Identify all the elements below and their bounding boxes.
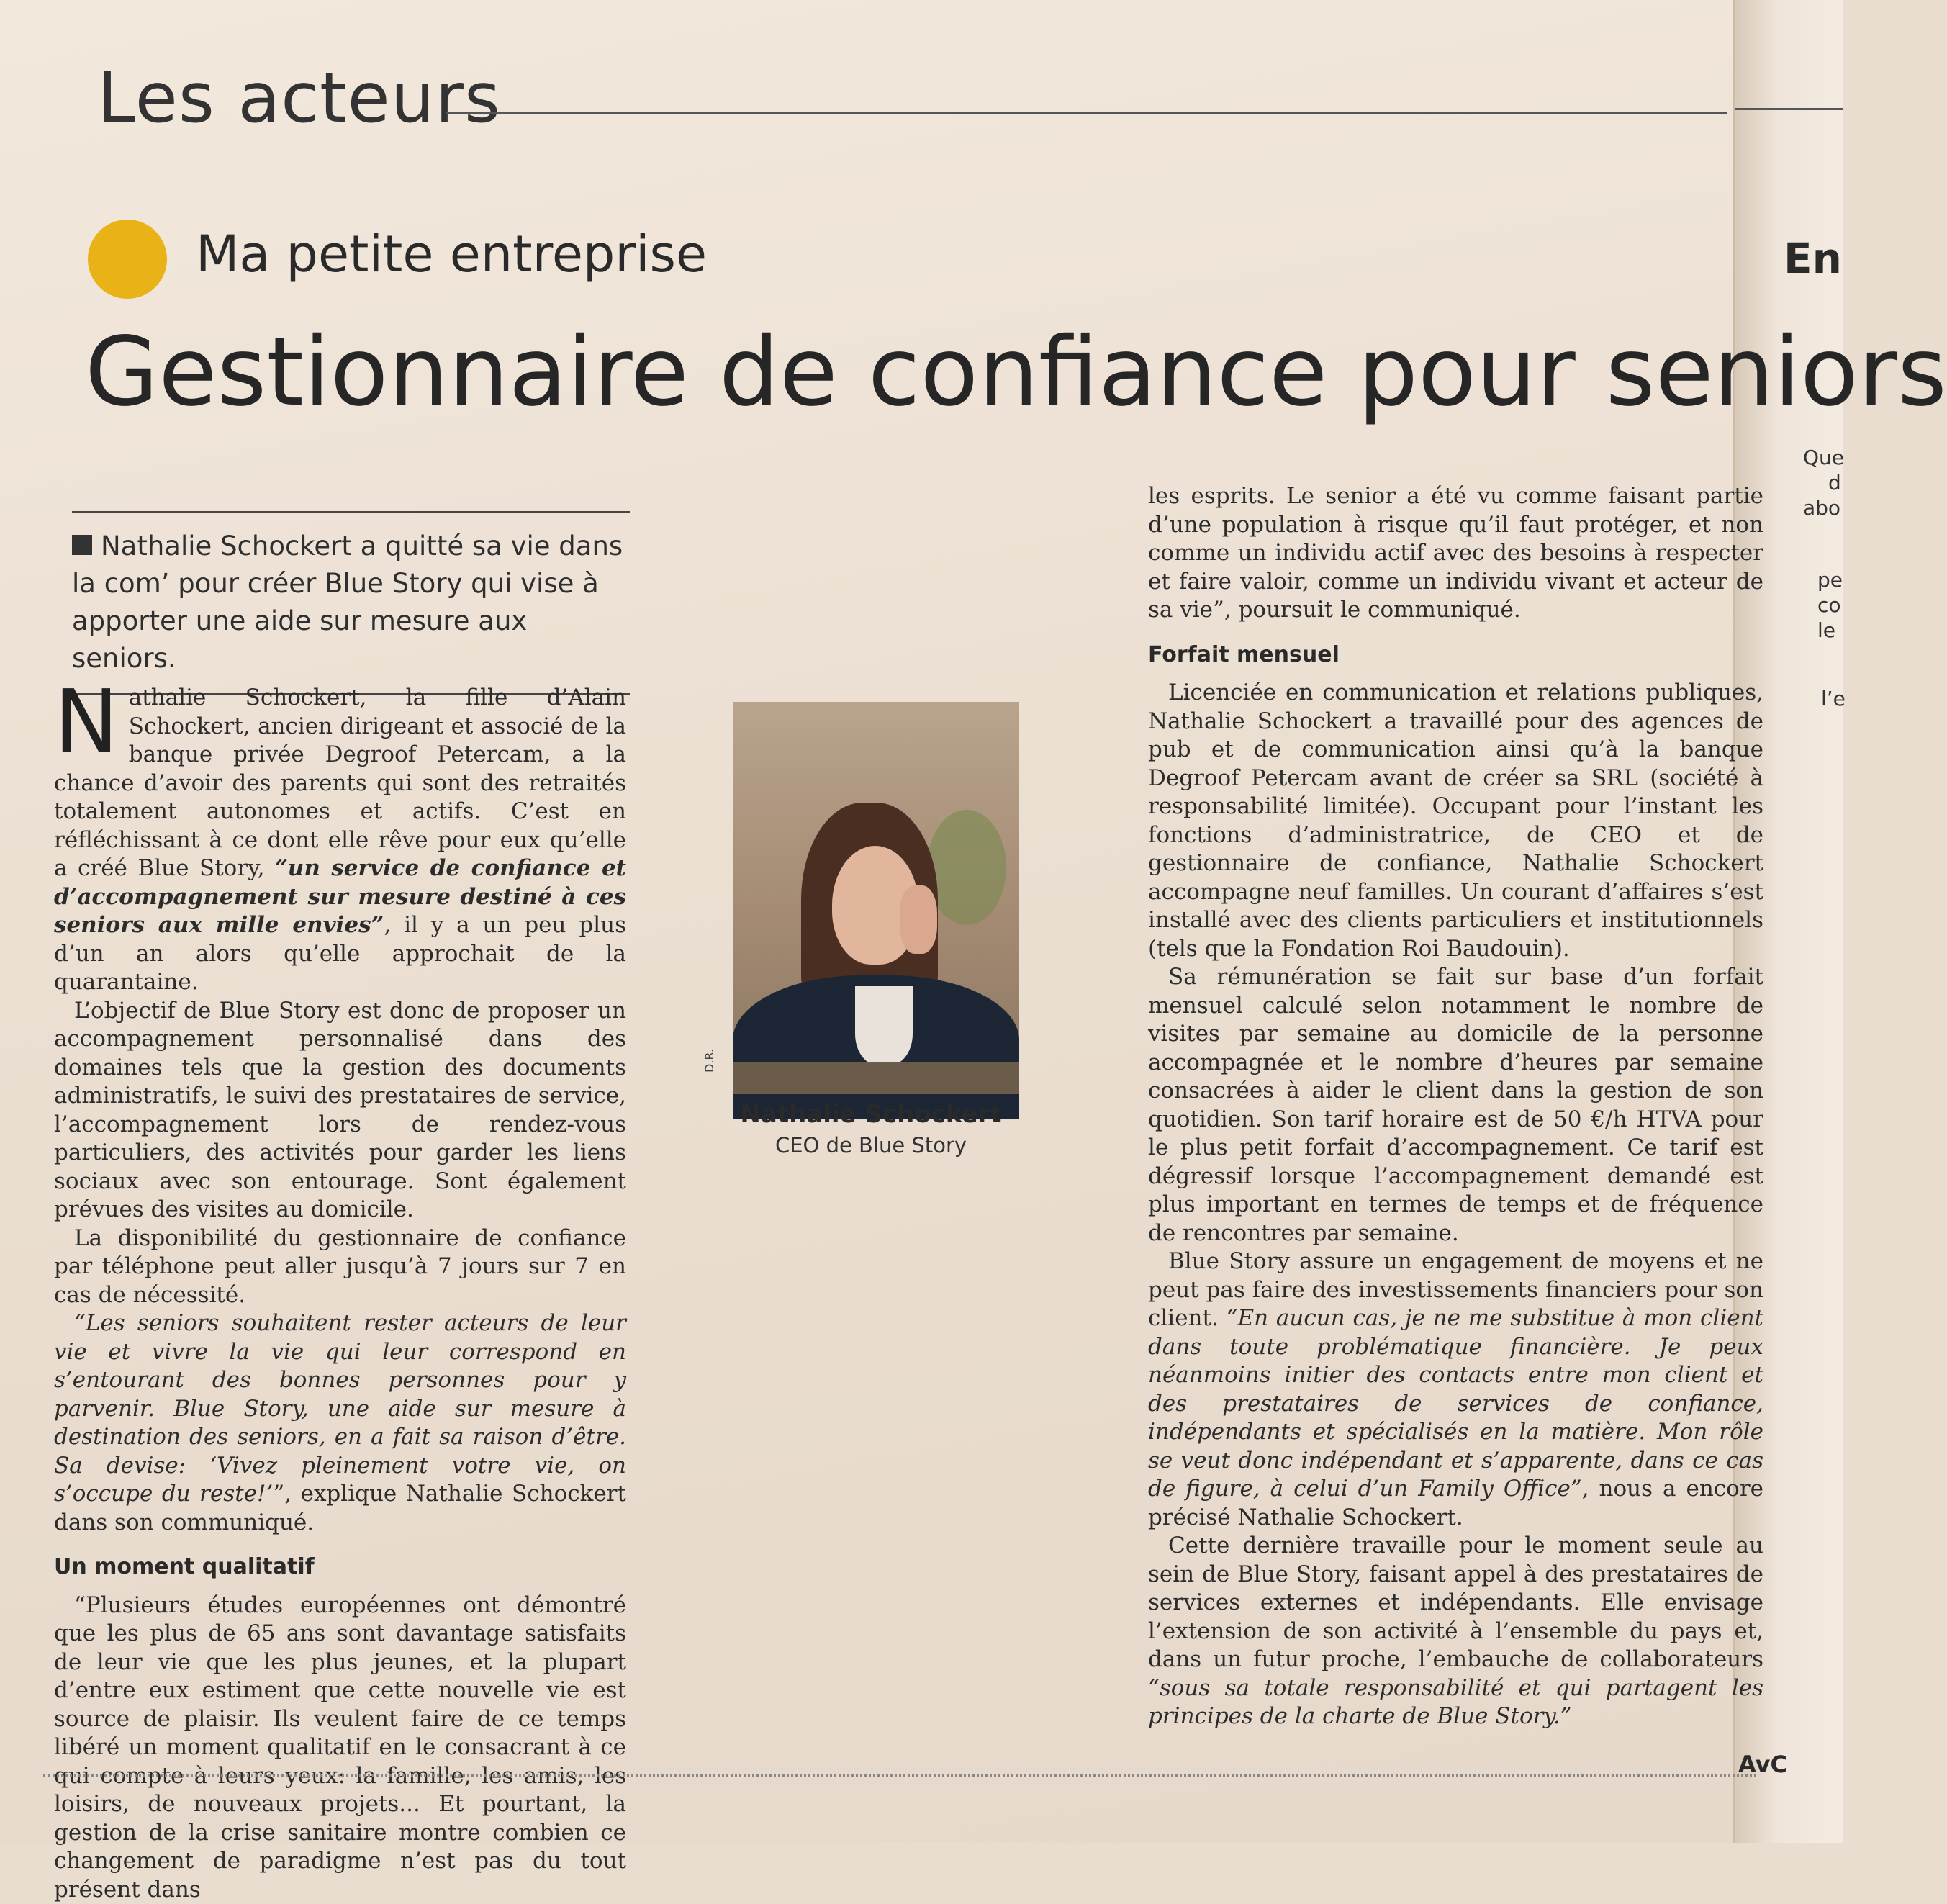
subheading: Forfait mensuel [1148,641,1763,669]
caption-name: Nathalie Schockert [709,1100,1033,1129]
photo-table [733,1062,1019,1094]
caption-role: CEO de Blue Story [709,1133,1033,1158]
photo-plant [927,810,1006,925]
paragraph-text: Cette dernière travaille pour le moment seule au sein de Blue Story, faisant appel à des prestataires de services externes et indépendants. Elle envisage l’extension de son activité à l’ensemble du pays et, dans un futur proche, l’embauche de collaborateurs [1148,1533,1763,1672]
next-page-fragment: l’e [1821,687,1846,710]
photo-hand [900,885,937,954]
paragraph: Sa rémunération se fait sur base d’un forfait mensuel calculé selon notamment le nombre de visites par semaine au domicile de la personne accompagnée et le nombre d’heures par semaine consacrées à aider le client dans la gestion de son quotidien. Son tarif horaire est de 50 €/h HTVA pour le plus petit forfait d’accompagnement. Ce tarif est dégressif lorsque l’accompagnement demandé est plus important en termes de temps et de fréquence de rencontres par semaine. [1148,963,1763,1247]
quote: “sous sa totale responsabilité et qui partagent les principes de la charte de Blue Story.” [1148,1675,1763,1730]
portrait-photo [733,702,1019,1094]
paragraph-text: Blue Story assure un engagement de moyens et ne peut pas faire des investissements financiers pour son client. [1148,1248,1763,1331]
paragraph-text: athalie Schockert, la fille d’Alain Schockert, ancien dirigeant et associé de la banque privée Degroof Petercam, a la chance d’avoir des parents qui sont des retraités totalement autonomes et actifs. C’est en réfléchissant à ce dont elle rêve pour eux qu’elle a créé Blue Story, [54,685,626,881]
dotted-divider [43,1774,1756,1777]
quote: “En aucun cas, je ne me substitue à mon client dans toute problématique financière. Je peux néanmoins initier des contacts entre mon client et des prestataires de services de confiance, indépendants et spécialisés en la matière. Mon rôle se veut donc indépendant et s’apparente, dans ce cas de figure, à celui d’un Family Office” [1148,1305,1763,1502]
paragraph: Licenciée en communication et relations publiques, Nathalie Schockert a travaillé pour des agences de pub et de communication ainsi qu’à la banque Degroof Petercam avant de créer sa SRL (société à responsabilité limitée). Occupant pour l’instant les fonctions d’administratrice, de CEO et de gestionnaire de confiance, Nathalie Schockert accompagne neuf familles. Un courant d’affaires s’est installé avec des clients particuliers et institutionnels (tels que la Fondation Roi Baudouin). [1148,679,1763,963]
paragraph: les esprits. Le senior a été vu comme faisant partie d’une population à risque qu’il faut protéger, et non comme un individu actif avec des besoins à respecter et faire valoir, comme un individu vivant et acteur de sa vie”, poursuit le communiqué. [1148,482,1763,625]
lead-square-icon [72,535,92,555]
next-page-fragment: pe [1817,569,1843,592]
subheading: Un moment qualitatif [54,1553,626,1582]
article-column-right [1148,482,1763,1731]
paragraph-text: , il y a un peu plus d’un an alors qu’elle approchait de la quarantaine. [54,912,626,995]
paragraph [1148,1247,1763,1532]
dropcap: N [54,687,119,759]
quote: “Les seniors souhaitent rester acteurs de leur vie et vivre la vie qui leur correspond en s’entourant des bonnes personnes pour y parvenir. Blue Story, une aide sur mesure à destination des seniors, en a fait sa raison d’être. Sa devise: ‘Vivez pleinement votre vie, on s’occupe du reste!’ [54,1310,626,1507]
paragraph-text: , nous a encore précisé Nathalie Schockert. [1148,1476,1763,1530]
photo-shirt [855,986,913,1065]
next-page-rule [1735,108,1843,110]
paragraph [54,1309,626,1537]
paragraph [1148,1532,1763,1731]
lead-text: Nathalie Schockert a quitté sa vie dans la com’ pour créer Blue Story qui vise à apporter une aide sur mesure aux seniors. [72,531,623,674]
next-page-fragment: co [1817,594,1841,617]
next-page-heading: En [1784,234,1842,283]
paragraph: L’objectif de Blue Story est donc de proposer un accompagnement personnalisé dans des domaines tels que la gestion des documents administratifs, le suivi des prestataires de service, l’accompagnement lors de rendez-vous particuliers, des activités pour garder les liens sociaux avec son entourage. Sont également prévues des visites au domicile. [54,997,626,1224]
article-headline: Gestionnaire de confiance pour seniors [85,317,1947,428]
next-page-fragment: Que [1803,446,1844,469]
lead-box [72,511,630,695]
photo-credit: D.R. [703,1049,716,1073]
article-column-left [54,684,626,1904]
rubric-title: Ma petite entreprise [196,225,707,284]
section-rule [446,112,1727,114]
section-heading: Les acteurs [97,58,501,138]
rubric-badge-icon [88,220,167,299]
paragraph: La disponibilité du gestionnaire de confiance par téléphone peut aller jusqu’à 7 jours sur 7 en cas de nécessité. [54,1224,626,1310]
paragraph-text: ”, explique Nathalie Schockert dans son communiqué. [54,1481,626,1535]
author-signature: AvC [1738,1751,1787,1778]
paragraph [54,684,626,997]
quote: “un service de confiance et d’accompagnement sur mesure destiné à ces seniors aux mille envies” [54,855,626,938]
paragraph: “Plusieurs études européennes ont démontré que les plus de 65 ans sont davantage satisfaits de leur vie que les plus jeunes, et la plupart d’entre eux estiment que cette nouvelle vie est source de plaisir. Ils veulent faire de ce temps libéré un moment qualitatif en le consacrant à ce qui compte à leurs yeux: la famille, les amis, les loisirs, de nouveaux projets... Et pourtant, la gestion de la crise sanitaire montre combien ce changement de paradigme n’est pas du tout présent dans [54,1592,626,1904]
next-page-fragment: d [1828,472,1841,495]
next-page-fragment: abo [1803,497,1840,520]
next-page-fragment: le [1817,619,1835,642]
